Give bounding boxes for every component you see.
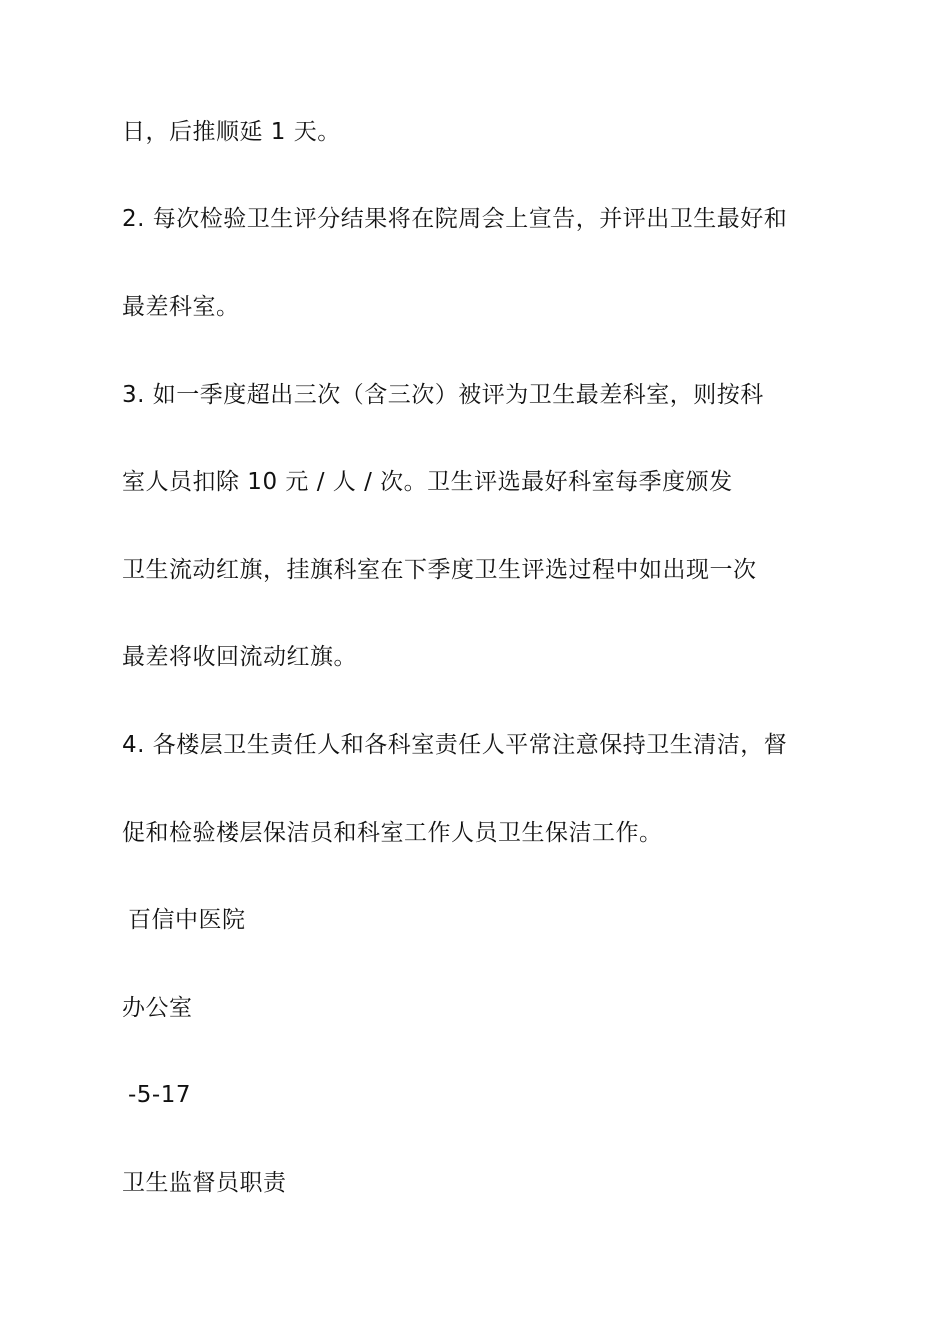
hospital-name: 百信中医院	[128, 907, 246, 933]
text-line-6: 卫生流动红旗，挂旗科室在下季度卫生评选过程中如出现一次	[122, 557, 757, 583]
text-line-2: 2. 每次检验卫生评分结果将在院周会上宣告，并评出卫生最好和	[122, 206, 788, 232]
section-heading: 卫生监督员职责	[122, 1170, 287, 1196]
text-line-9: 促和检验楼层保洁员和科室工作人员卫生保洁工作。	[122, 820, 663, 846]
document-date: -5-17	[128, 1082, 191, 1108]
text-line-3: 最差科室。	[122, 294, 240, 320]
department-name: 办公室	[122, 995, 193, 1021]
text-line-7: 最差将收回流动红旗。	[122, 644, 357, 670]
text-line-8: 4. 各楼层卫生责任人和各科室责任人平常注意保持卫生清洁，督	[122, 732, 788, 758]
text-line-5: 室人员扣除 10 元 / 人 / 次。卫生评选最好科室每季度颁发	[122, 469, 733, 495]
text-line-1: 日，后推顺延 1 天。	[122, 119, 341, 145]
text-line-4: 3. 如一季度超出三次（含三次）被评为卫生最差科室，则按科	[122, 382, 764, 408]
